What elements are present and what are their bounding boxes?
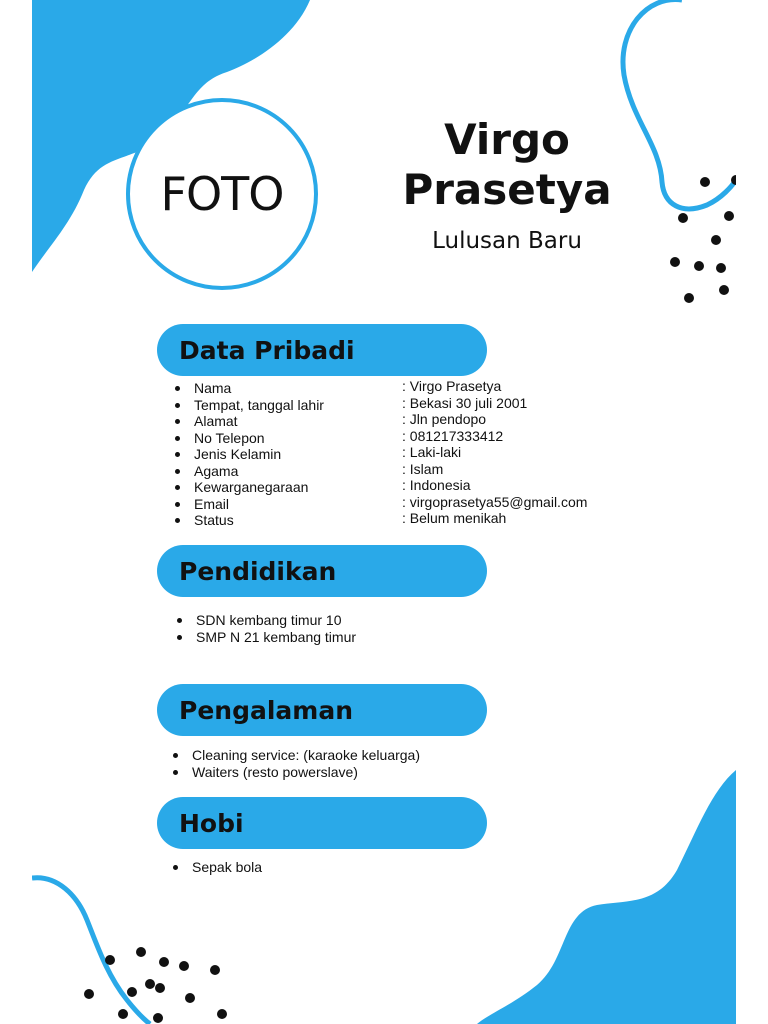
experience-item: Cleaning service: (karaoke keluarga) [170, 747, 420, 764]
experience-item: Waiters (resto powerslave) [170, 764, 420, 781]
label-telepon: No Telepon [172, 430, 324, 447]
section-header-data-pribadi [157, 324, 487, 376]
photo-label: FOTO [160, 167, 284, 221]
education-list [174, 612, 356, 645]
personal-data-values [402, 378, 587, 527]
person-name: Virgo Prasetya [402, 115, 612, 214]
section-title: Pengalaman [179, 695, 353, 725]
education-item: SDN kembang timur 10 [174, 612, 356, 629]
bottom-left-curve [32, 878, 150, 1024]
hobby-item: Sepak bola [170, 859, 262, 876]
label-agama: Agama [172, 463, 324, 480]
section-header-pengalaman [157, 684, 487, 736]
label-alamat: Alamat [172, 413, 324, 430]
education-item: SMP N 21 kembang timur [174, 629, 356, 646]
section-title: Pendidikan [179, 556, 337, 586]
section-header-hobi [157, 797, 487, 849]
resume-page [32, 0, 736, 1024]
bottom-right-blob [477, 770, 736, 1024]
label-kewarganegaraan: Kewarganegaraan [172, 479, 324, 496]
person-subtitle: Lulusan Baru [432, 228, 582, 254]
value-alamat: : Jln pendopo [402, 411, 487, 427]
section-header-pendidikan [157, 545, 487, 597]
label-email: Email [172, 496, 324, 513]
section-title: Data Pribadi [179, 335, 355, 365]
label-status: Status [172, 512, 324, 529]
value-email: : virgoprasetya55@gmail.com [402, 493, 588, 510]
value-jenis-kelamin: : Laki-laki [402, 444, 462, 460]
bottom-left-dots [84, 947, 227, 1023]
personal-data-labels [172, 380, 324, 529]
hobby-list [170, 859, 262, 876]
label-nama: Nama [172, 380, 324, 397]
experience-list [170, 747, 420, 780]
label-ttl: Tempat, tanggal lahir [172, 397, 324, 414]
photo-placeholder [126, 98, 318, 290]
value-ttl: : Bekasi 30 juli 2001 [402, 394, 528, 411]
value-telepon: : 081217333412 [402, 427, 504, 444]
label-jenis-kelamin: Jenis Kelamin [172, 446, 324, 463]
value-kewarganegaraan: : Indonesia [402, 477, 471, 493]
value-agama: : Islam [402, 460, 444, 477]
value-nama: : Virgo Prasetya [402, 378, 502, 394]
value-status: : Belum menikah [402, 510, 507, 526]
section-title: Hobi [179, 808, 244, 838]
